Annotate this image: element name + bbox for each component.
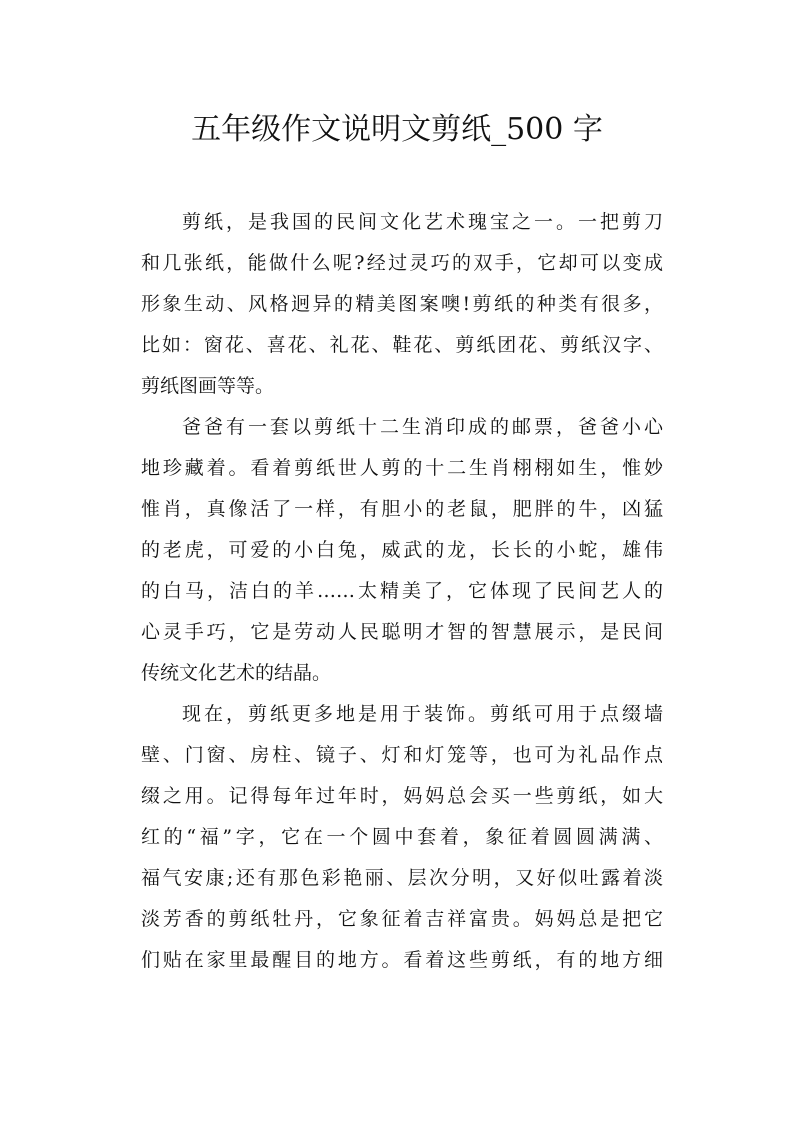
document-title: 五年级作文说明文剪纸_500 字: [191, 112, 603, 147]
document-body: [141, 202, 663, 981]
body-line: 红的“福”字，它在一个圆中套着，象征着圆圆满满、: [141, 826, 663, 848]
body-line: 现在，剪纸更多地是用于装饰。剪纸可用于点缀墙: [182, 703, 663, 725]
body-line: 缀之用。记得每年过年时，妈妈总会买一些剪纸，如大: [141, 785, 663, 807]
body-line: 们贴在家里最醒目的地方。看着这些剪纸，有的地方细: [141, 949, 663, 971]
body-line: 福气安康;还有那色彩艳丽、层次分明，又好似吐露着淡: [141, 867, 663, 889]
body-line: 爸爸有一套以剪纸十二生消印成的邮票，爸爸小心: [182, 416, 663, 438]
body-line: 地珍藏着。看着剪纸世人剪的十二生肖栩栩如生，惟妙: [141, 457, 663, 479]
body-line: 形象生动、风格迥异的精美图案噢!剪纸的种类有很多，: [141, 293, 663, 315]
body-line: 的白马，洁白的羊……太精美了，它体现了民间艺人的: [141, 580, 663, 602]
body-line: 心灵手巧，它是劳动人民聪明才智的智慧展示，是民间: [141, 621, 663, 643]
body-line: 剪纸图画等等。: [141, 375, 275, 397]
body-line: 壁、门窗、房柱、镜子、灯和灯笼等，也可为礼品作点: [141, 744, 663, 766]
body-line: 传统文化艺术的结晶。: [141, 662, 332, 684]
body-line: 淡芳香的剪纸牡丹，它象征着吉祥富贵。妈妈总是把它: [141, 908, 663, 930]
body-line: 比如：窗花、喜花、礼花、鞋花、剪纸团花、剪纸汉字、: [141, 334, 663, 356]
body-line: 和几张纸，能做什么呢?经过灵巧的双手，它却可以变成: [141, 252, 663, 274]
body-line: 剪纸，是我国的民间文化艺术瑰宝之一。一把剪刀: [182, 211, 663, 233]
body-line: 惟肖，真像活了一样，有胆小的老鼠，肥胖的牛，凶猛: [141, 498, 663, 520]
body-line: 的老虎，可爱的小白兔，威武的龙，长长的小蛇，雄伟: [141, 539, 663, 561]
